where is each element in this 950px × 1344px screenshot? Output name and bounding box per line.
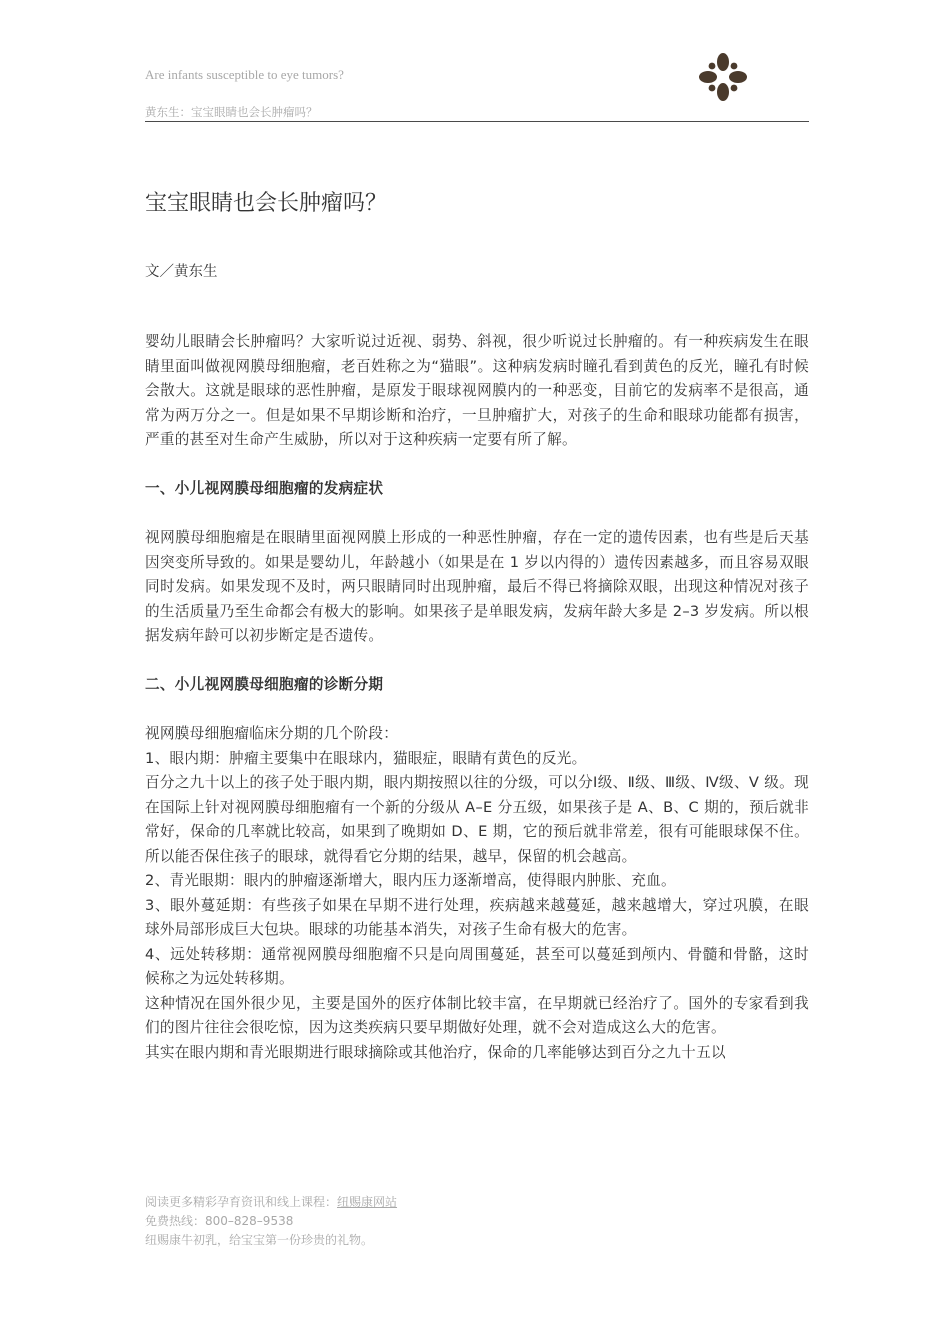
stage-1-detail: 百分之九十以上的孩子处于眼内期，眼内期按照以往的分级，可以分Ⅰ级、Ⅱ级、Ⅲ级、Ⅳ级、Ⅴ 级。现在国际上针对视网膜母细胞瘤有一个新的分级从 A–E 分五级，如果孩子是 A、B、C 期的，预后就非常好，保命的几率就比较高，如果到了晚期如 D、E 期，它的预后就非常差，很有可能眼球保不住。所以能否保住孩子的眼球，就得看它分期的结果，越早，保留的机会越高。 — [145, 774, 809, 865]
section-heading-symptoms: 一、小儿视网膜母细胞瘤的发病症状 — [145, 480, 384, 497]
article-body — [145, 330, 809, 1065]
intro-paragraph: 婴幼儿眼睛会长肿瘤吗？大家听说过近视、弱势、斜视，很少听说过长肿瘤的。有一种疾病发生在眼睛里面叫做视网膜母细胞瘤，老百姓称之为“猫眼”。这种病发病时瞳孔看到黄色的反光，瞳孔有时候会散大。这就是眼球的恶性肿瘤，是原发于眼球视网膜内的一种恶变，目前它的发病率不是很高，通常为两万分之一。但是如果不早期诊断和治疗，一旦肿瘤扩大，对孩子的生命和眼球功能都有损害，严重的甚至对生命产生威胁，所以对于这种疾病一定要有所了解。 — [145, 333, 809, 448]
header-divider — [145, 121, 809, 122]
footer — [145, 1193, 397, 1250]
header-chinese-subtitle: 黄东生：宝宝眼睛也会长肿瘤吗？ — [145, 105, 318, 119]
header-english-title: Are infants susceptible to eye tumors? — [145, 67, 344, 82]
stages-intro: 视网膜母细胞瘤临床分期的几个阶段： — [145, 725, 399, 742]
stage-1: 1、眼内期：肿瘤主要集中在眼球内，猫眼症，眼睛有黄色的反光。 — [145, 749, 587, 767]
article-title: 宝宝眼睛也会长肿瘤吗？ — [145, 190, 388, 216]
symptoms-paragraph: 视网膜母细胞瘤是在眼睛里面视网膜上形成的一种恶性肿瘤，存在一定的遗传因素，也有些是后天基因突变所导致的。如果是婴幼儿，年龄越小（如果是在 1 岁以内得的）遗传因素越多，而且容易双眼同时发病。如果发现不及时，两只眼睛同时出现肿瘤，最后不得已将摘除双眼，出现这种情况对孩子的生活质量乃至生命都会有极大的影响。如果孩子是单眼发病，发病年龄大多是 2–3 岁发病。所以根据发病年龄可以初步断定是否遗传。 — [145, 529, 809, 644]
footer-promo-text: 阅读更多精彩孕育资讯和线上课程： — [145, 1195, 338, 1209]
stage-3: 3、眼外蔓延期：有些孩子如果在早期不进行处理，疾病越来越蔓延，越来越增大，穿过巩膜，在眼球外局部形成巨大包块。眼球的功能基本消失，对孩子生命有极大的危害。 — [145, 896, 809, 938]
footer-hotline: 免费热线：800–828–9538 — [145, 1214, 294, 1228]
stage-2: 2、青光眼期：眼内的肿瘤逐渐增大，眼内压力逐渐增高，使得眼内肿胀、充血。 — [145, 872, 676, 889]
treatment-paragraph: 其实在眼内期和青光眼期进行眼球摘除或其他治疗，保命的几率能够达到百分之九十五以 — [145, 1043, 726, 1061]
flower-logo-icon — [694, 49, 752, 105]
footer-slogan: 纽赐康牛初乳，给宝宝第一份珍贵的礼物。 — [145, 1233, 374, 1247]
stage-4: 4、远处转移期：通常视网膜母细胞瘤不只是向周围蔓延，甚至可以蔓延到颅内、骨髓和骨骼，这时候称之为远处转移期。 — [145, 945, 809, 987]
section-heading-diagnosis: 二、小儿视网膜母细胞瘤的诊断分期 — [145, 676, 384, 693]
website-link[interactable]: 纽赐康网站 — [337, 1195, 398, 1209]
foreign-comparison-paragraph: 这种情况在国外很少见，主要是国外的医疗体制比较丰富，在早期就已经治疗了。国外的专家看到我们的图片往往会很吃惊，因为这类疾病只要早期做好处理，就不会对造成这么大的危害。 — [145, 994, 809, 1036]
footer-line-1 — [145, 1193, 397, 1212]
article-author: 文／黄东生 — [145, 264, 218, 280]
